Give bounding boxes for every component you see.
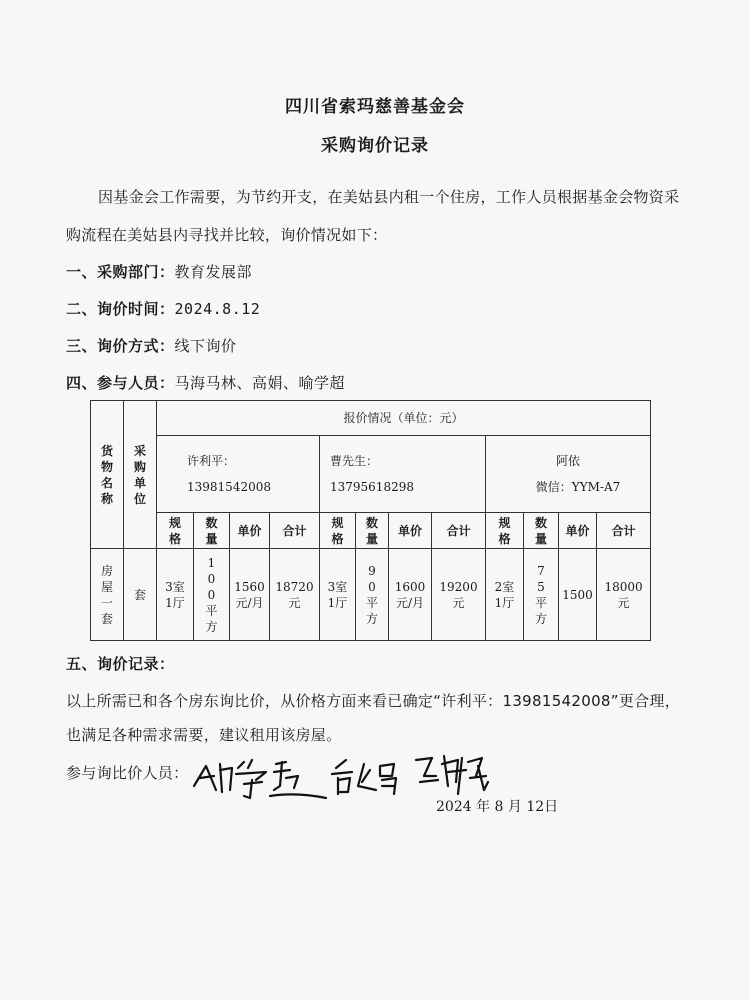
cell-total-2: 19200元 bbox=[432, 549, 486, 641]
subheader-spec: 规格 bbox=[320, 513, 356, 549]
item-inquiry-method-label: 三、询价方式： bbox=[66, 337, 175, 355]
item-participants-value: 马海马林、高娟、喻学超 bbox=[174, 374, 346, 392]
subheader-total: 合计 bbox=[597, 513, 651, 549]
cell-total-1: 18720元 bbox=[270, 549, 320, 641]
signature-date: 2024 年 8 月 12日 bbox=[436, 799, 559, 815]
item-inquiry-time bbox=[66, 298, 260, 319]
vendor-3-name: 阿依 bbox=[556, 454, 581, 468]
header-quote-summary: 报价情况（单位：元） bbox=[157, 401, 651, 436]
subheader-price: 单价 bbox=[389, 513, 432, 549]
cell-qty-3: 75平方 bbox=[524, 549, 559, 641]
subheader-total: 合计 bbox=[432, 513, 486, 549]
item-department-value: 教育发展部 bbox=[174, 263, 253, 281]
vendor-3 bbox=[486, 436, 651, 513]
subheader-price: 单价 bbox=[559, 513, 597, 549]
record-text: 以上所需已和各个房东询比价，从价格方面来看已确定“许利平：13981542008”更合理，也满足各种需求需要，建议租用该房屋。 bbox=[66, 692, 681, 744]
item-department-label: 一、采购部门： bbox=[66, 263, 175, 281]
cell-price-1: 1560元/月 bbox=[230, 549, 270, 641]
subheader-qty: 数量 bbox=[194, 513, 230, 549]
item-inquiry-method-value: 线下询价 bbox=[174, 337, 237, 355]
subheader-total: 合计 bbox=[270, 513, 320, 549]
item-participants-label: 四、参与人员： bbox=[66, 374, 175, 392]
vendor-3-contact: 微信：YYM-A7 bbox=[535, 480, 621, 494]
cell-unit: 套 bbox=[124, 549, 157, 641]
document-subtitle: 采购询价记录 bbox=[321, 136, 429, 156]
header-purchase-unit: 采购单位 bbox=[124, 401, 157, 549]
item-inquiry-time-value: 2024.8.12 bbox=[174, 300, 261, 318]
subheader-qty: 数量 bbox=[356, 513, 389, 549]
vendor-2 bbox=[320, 436, 486, 513]
cell-spec-2: 3室1厅 bbox=[320, 549, 356, 641]
intro-paragraph: 因基金会工作需要，为节约开支，在美姑县内租一个住房，工作人员根据基金会物资采购流程在美姑县内寻找并比较，询价情况如下： bbox=[66, 188, 680, 244]
vendor-2-contact: 13795618298 bbox=[330, 480, 414, 494]
vendor-1-contact: 13981542008 bbox=[187, 480, 271, 494]
record-heading: 五、询价记录： bbox=[66, 655, 175, 673]
subheader-spec: 规格 bbox=[486, 513, 524, 549]
cell-price-3: 1500 bbox=[559, 549, 597, 641]
subheader-price: 单价 bbox=[230, 513, 270, 549]
quotation-table bbox=[90, 400, 651, 641]
cell-goods: 房屋一套 bbox=[91, 549, 124, 641]
subheader-spec: 规格 bbox=[157, 513, 194, 549]
participants-label: 参与询比价人员： bbox=[66, 764, 189, 782]
cell-qty-2: 90平方 bbox=[356, 549, 389, 641]
cell-total-3: 18000元 bbox=[597, 549, 651, 641]
item-inquiry-method bbox=[66, 335, 237, 356]
header-goods-name: 货物名称 bbox=[91, 401, 124, 549]
vendor-1-name: 许利平： bbox=[187, 454, 236, 468]
cell-spec-3: 2室1厅 bbox=[486, 549, 524, 641]
item-department bbox=[66, 261, 252, 282]
cell-qty-1: 100平方 bbox=[194, 549, 230, 641]
vendor-2-name: 曹先生： bbox=[330, 454, 379, 468]
item-participants bbox=[66, 372, 345, 393]
cell-spec-1: 3室1厅 bbox=[157, 549, 194, 641]
subheader-qty: 数量 bbox=[524, 513, 559, 549]
document-title: 四川省索玛慈善基金会 bbox=[285, 97, 465, 117]
item-inquiry-time-label: 二、询价时间： bbox=[66, 300, 175, 318]
vendor-1 bbox=[157, 436, 320, 513]
cell-price-2: 1600元/月 bbox=[389, 549, 432, 641]
